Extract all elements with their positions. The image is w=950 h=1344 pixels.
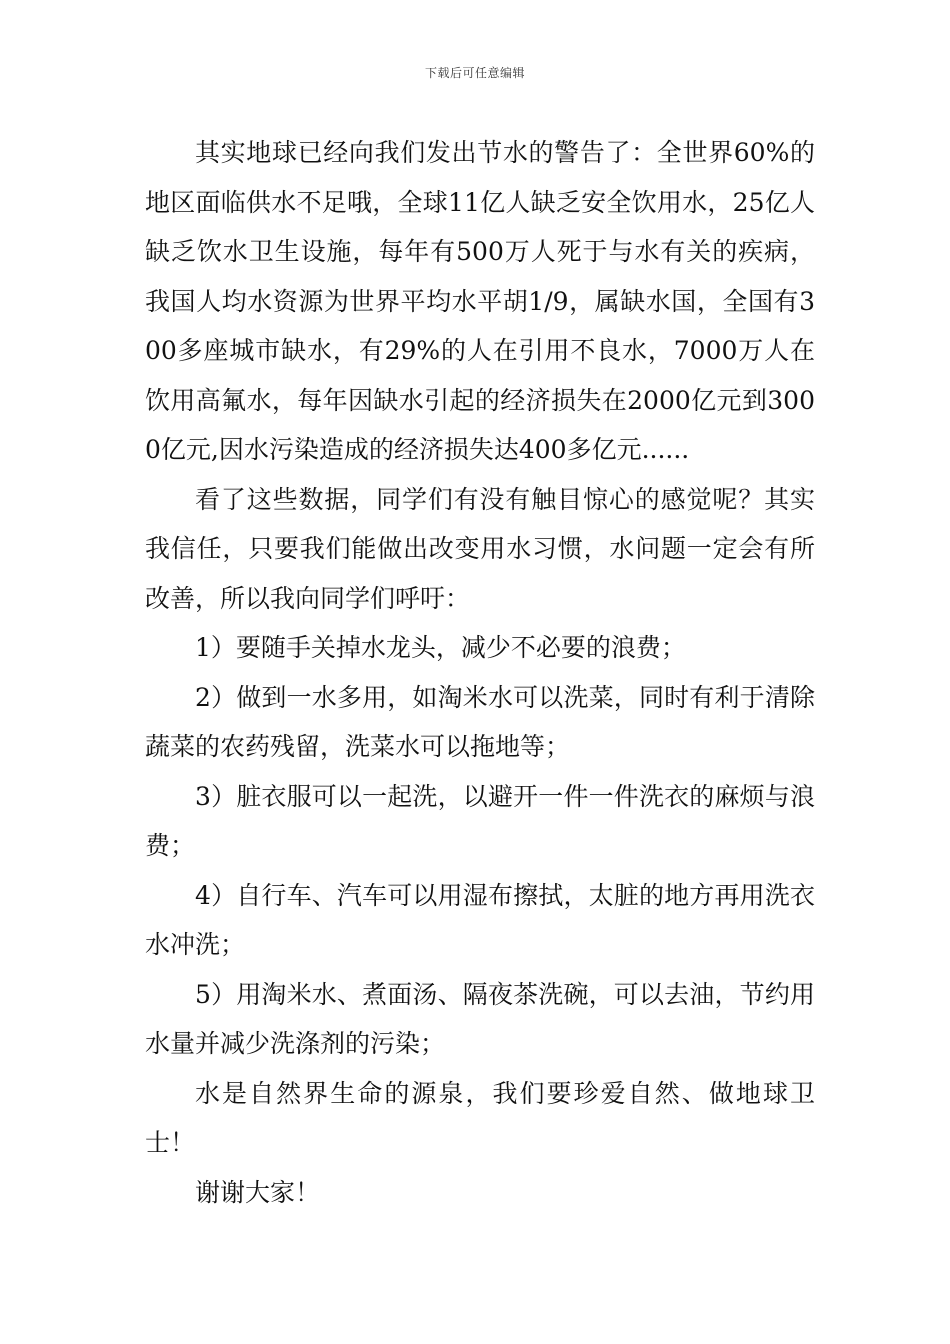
list-item-turn-off-tap: 1）要随手关掉水龙头，减少不必要的浪费； <box>195 633 686 662</box>
paragraph-thanks: 谢谢大家！ <box>195 1177 321 1207</box>
list-item-wash-dishes: 5）用淘米水、煮面汤、隔夜茶洗碗，可以去油，节约用水量并减少洗涤剂的污染； <box>145 979 815 1058</box>
document-body <box>145 128 815 1217</box>
paragraph-water-warning: 其实地球已经向我们发出节水的警告了：全世界60%的地区面临供水不足哦，全球11亿人缺乏安全饮用水，25亿人缺乏饮水卫生设施，每年有500万人死于与水有关的疾病，我国人均水资源为世界平均水平胡1/9，属缺水国，全国有300多座城市缺水，有29%的人在引用不良水，7000万人在饮用高氟水，每年因缺水引起的经济损失在2000亿元到3000亿元,因水污染造成的经济损失达400多亿元...... <box>145 138 815 464</box>
page-header: 下载后可任意编辑 <box>424 66 525 80</box>
list-item-wipe-vehicles: 4）自行车、汽车可以用湿布擦拭，太脏的地方再用洗衣水冲洗； <box>145 880 815 959</box>
paragraph-conclusion: 水是自然界生命的源泉，我们要珍爱自然、做地球卫士！ <box>145 1078 815 1157</box>
list-item-reuse-water: 2）做到一水多用，如淘米水可以洗菜，同时有利于清除蔬菜的农药残留，洗菜水可以拖地等； <box>145 682 815 761</box>
list-item-wash-clothes-together: 3）脏衣服可以一起洗，以避开一件一件洗衣的麻烦与浪费； <box>145 781 815 860</box>
paragraph-call-to-action: 看了这些数据，同学们有没有触目惊心的感觉呢？其实我信任，只要我们能做出改变用水习惯，水问题一定会有所改善，所以我向同学们呼吁： <box>145 484 815 613</box>
